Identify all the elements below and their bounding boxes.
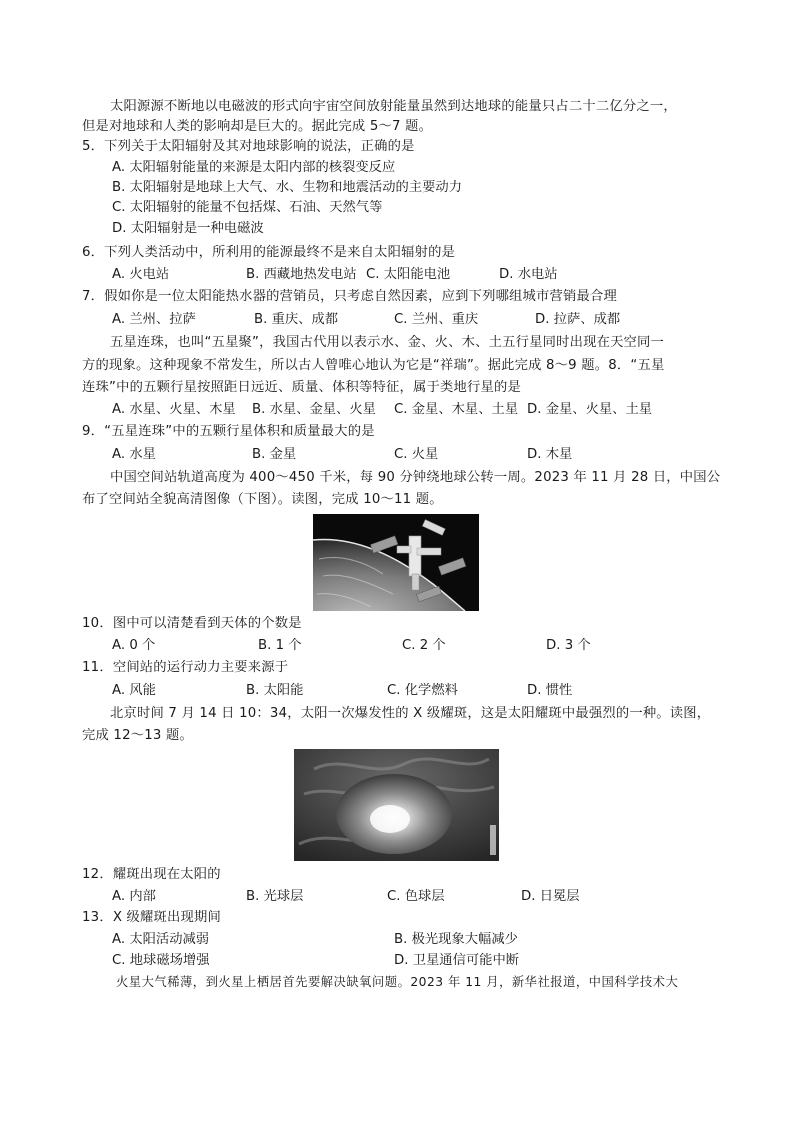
flare-core [370,805,410,833]
question-9-option-d[interactable]: D. 木星 [527,447,573,462]
question-8-option-c[interactable]: C. 金星、木星、土星 [394,402,519,417]
question-9-stem: 9．“五星连珠”中的五颗行星体积和质量最大的是 [82,424,375,439]
passage-1-line-1: 太阳源源不断地以电磁波的形式向宇宙空间放射能量虽然到达地球的能量只占二十二亿分之一， [110,99,677,114]
question-11-stem: 11．空间站的运行动力主要来源于 [82,660,289,675]
question-7-stem: 7．假如你是一位太阳能热水器的营销员，只考虑自然因素，应到下列哪组城市营销最合理 [82,289,618,304]
question-12-option-d[interactable]: D. 日冕层 [521,889,580,904]
passage-4-line-1: 北京时间 7 月 14 日 10：34，太阳一次爆发性的 X 级耀斑，这是太阳耀斑中最强烈的一种。读图， [110,706,711,721]
question-7-option-d[interactable]: D. 拉萨、成都 [535,312,621,327]
question-5-option-c[interactable]: C. 太阳辐射的能量不包括煤、石油、天然气等 [112,200,383,215]
question-5-stem: 5．下列关于太阳辐射及其对地球影响的说法，正确的是 [82,139,415,154]
question-10-stem: 10．图中可以清楚看到天体的个数是 [82,616,302,631]
question-13-option-d[interactable]: D. 卫星通信可能中断 [394,953,520,968]
question-10-option-a[interactable]: A. 0 个 [112,638,156,653]
question-8-option-d[interactable]: D. 金星、火星、土星 [527,402,653,417]
question-8-option-a[interactable]: A. 水星、火星、木星 [112,402,236,417]
question-12-option-a[interactable]: A. 内部 [112,889,156,904]
question-9-option-a[interactable]: A. 水星 [112,447,156,462]
question-10-option-d[interactable]: D. 3 个 [546,638,591,653]
question-11-option-b[interactable]: B. 太阳能 [246,683,304,698]
image-edge-mark [490,825,496,855]
question-6-option-a[interactable]: A. 火电站 [112,267,170,282]
question-12-option-b[interactable]: B. 光球层 [246,889,304,904]
question-7-option-c[interactable]: C. 兰州、重庆 [394,312,479,327]
passage-3-line-2: 布了空间站全貌高清图像（下图）。读图，完成 10～11 题。 [82,492,443,507]
question-7-option-a[interactable]: A. 兰州、拉萨 [112,312,196,327]
passage-2-line-2: 方的现象。这种现象不常发生，所以古人曾唯心地认为它是“祥瑞”。据此完成 8～9 题。8．“五星 [82,358,665,373]
question-6-option-b[interactable]: B. 西藏地热发电站 [246,267,357,282]
question-11-option-a[interactable]: A. 风能 [112,683,156,698]
passage-2-line-3: 连珠”中的五颗行星按照距日远近、质量、体积等特征，属于类地行星的是 [82,380,521,395]
solar-flare-illustration [294,749,499,861]
question-10-option-c[interactable]: C. 2 个 [402,638,446,653]
question-7-option-b[interactable]: B. 重庆、成都 [254,312,339,327]
question-13-option-a[interactable]: A. 太阳活动减弱 [112,932,210,947]
question-12-option-c[interactable]: C. 色球层 [387,889,445,904]
question-13-option-c[interactable]: C. 地球磁场增强 [112,953,210,968]
question-11-option-d[interactable]: D. 惯性 [527,683,573,698]
question-9-option-b[interactable]: B. 金星 [252,447,297,462]
question-10-option-b[interactable]: B. 1 个 [258,638,302,653]
passage-2-line-1: 五星连珠，也叫“五星聚”，我国古代用以表示水、金、火、木、土五行星同时出现在天空同一 [110,335,665,350]
space-station-illustration [313,514,479,611]
question-5-option-b[interactable]: B. 太阳辐射是地球上大气、水、生物和地震活动的主要动力 [112,180,462,195]
question-13-stem: 13．X 级耀斑出现期间 [82,910,222,925]
question-9-option-c[interactable]: C. 火星 [394,447,439,462]
question-8-option-b[interactable]: B. 水星、金星、火星 [252,402,376,417]
question-6-stem: 6．下列人类活动中，所利用的能源最终不是来自太阳辐射的是 [82,245,456,260]
question-6-option-d[interactable]: D. 水电站 [499,267,558,282]
question-5-option-a[interactable]: A. 太阳辐射能量的来源是太阳内部的核裂变反应 [112,160,396,175]
question-11-option-c[interactable]: C. 化学燃料 [387,683,458,698]
passage-3-line-1: 中国空间站轨道高度为 400～450 千米，每 90 分钟绕地球公转一周。2023 年 11 月 28 日，中国公 [110,470,721,485]
passage-4-line-2: 完成 12～13 题。 [82,728,193,743]
question-5-option-d[interactable]: D. 太阳辐射是一种电磁波 [112,221,264,236]
solar-flare-image [294,749,499,861]
passage-1-line-2: 但是对地球和人类的影响却是巨大的。据此完成 5～7 题。 [82,119,433,134]
space-station-image [313,514,479,611]
question-6-option-c[interactable]: C. 太阳能电池 [366,267,451,282]
question-13-option-b[interactable]: B. 极光现象大幅减少 [394,932,518,947]
question-12-stem: 12．耀斑出现在太阳的 [82,867,221,882]
passage-5-line-1: 火星大气稀薄，到火星上栖居首先要解决缺氧问题。2023 年 11 月，新华社报道，中国科学技术大 [116,975,679,989]
